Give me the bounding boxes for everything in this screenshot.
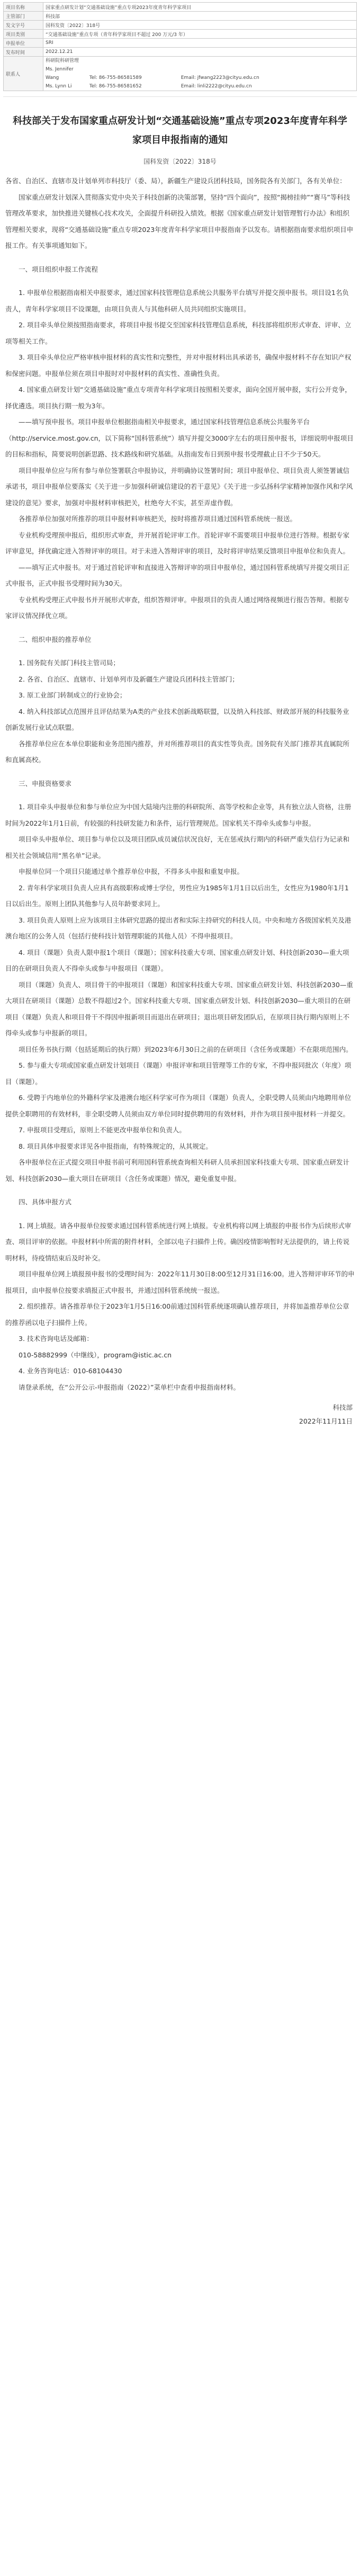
body-paragraph: 1. 网上填报。请各申报单位按要求通过国科管系统进行网上填报。专业机构将以网上填报的申报书作为后续形式审查、项目评审的依据。申报材料中所需的附件材料，全部以电子扫描件上传。确因疫情影响暂时无法提供的，请上传说明材料，待疫情结束后及时补交。 (5, 1221, 352, 1262)
body-paragraph: 4. 项目（课题）负责人限申报1个项目（课题）；国家科技重大专项、国家重点研发计划、科技创新2030—重大项目的在研项目负责人不得牵头或参与申报项目（课题）。 (5, 948, 349, 972)
body-paragraph: 项目申报单位应与所有参与单位签署联合申报协议，并明确协议签署时间；项目申报单位、项目负责人须签署诚信承诺书，项目申报单位要落实《关于进一步加强科研诚信建设的若干意见》《关于进一步弘扬科学家精神加强作风和学风建设的意见》要求，加强对申报材料审核把关，杜绝夸大不实，甚至弄虚作假。 (5, 466, 353, 507)
body-paragraph: 项目（课题）负责人、项目骨干的申报项目（课题）和国家科技重大专项、国家重点研发计划、科技创新2030—重大项目在研项目（课题）总数不得超过2个。国家科技重大专项、国家重点研发计划、科技创新2030—重大项目的在研项目（课题）负责人和项目骨干不得因申报新项目而退出在研项目；退出项目研发团队后，在原项目执行期内原则上不得牵头或参与申报新的项目。 (5, 980, 353, 1037)
section-heading: 一、项目组织申报工作流程 (19, 265, 98, 273)
signature-block (3, 1401, 357, 1428)
body-paragraph: 7. 申报项目受理后，原则上不能更改申报单位和负责人。 (19, 1126, 186, 1134)
divider (3, 96, 357, 97)
body-paragraph: 010-58882999（中继线），program@istic.ac.cn (19, 1350, 172, 1359)
body-paragraph: 5. 参与重大专项或国家重点研发计划项目（课题）申报评审和项目管理等工作的专家，不得申报同批次（年度）项目（课题）。 (5, 1061, 352, 1086)
body-paragraph: 4. 纳入科技部试点范围并且评估结果为A类的产业技术创新战略联盟，以及纳入科技部、财政部开展的科技服务业创新发展行业试点联盟。 (5, 707, 349, 731)
contact-email-link[interactable]: Email: jfwang2223@cityu.edu.cn (181, 75, 259, 80)
section-heading: 二、组织申报的推荐单位 (19, 635, 92, 643)
info-value: 科技部 (43, 12, 357, 21)
contact-name: Ms. Jennifer Wang (46, 67, 74, 80)
contact-email-link[interactable]: Email: linli2222@cityu.edu.cn (181, 84, 252, 89)
info-value: SRI (43, 39, 357, 48)
body-paragraph: 6. 受聘于内地单位的外籍科学家及港澳台地区科学家可作为项目（课题）负责人，全职受聘人员须由内地聘用单位提供全职聘用的有效材料，非全职受聘人员须由双方单位同时提供聘用的有效材料，并作为项目预申报材料一并提交。 (5, 1094, 352, 1118)
body-paragraph: 申报单位同一个项目只能通过单个推荐单位申报，不得多头申报和重复申报。 (19, 867, 244, 875)
section-heading: 三、申报资格要求 (19, 779, 72, 788)
project-info-table (3, 2, 357, 91)
section-heading: 四、具体申报方式 (19, 1198, 72, 1206)
info-row (4, 21, 357, 30)
body-paragraph: 4. 国家重点研发计划“交通基础设施”重点专项青年科学家项目按照相关要求，面向全国开展申报，实行公开竞争，择优遴选。项目执行期一般为3年。 (5, 386, 352, 410)
notice-body (3, 173, 357, 1396)
document-number: 国科发资〔2022〕318号 (143, 158, 217, 165)
info-row (4, 48, 357, 57)
body-paragraph: 项目任务书执行期（包括延期后的执行期）到2023年6月30日之前的在研项目（含任务或课题）不在限项范围内。 (19, 1045, 353, 1053)
info-label: 主管部门 (4, 12, 43, 21)
body-paragraph: 2. 青年科学家项目负责人应具有高级职称或博士学位，男性应为1985年1月1日以后出生，女性应为1980年1月1日以后出生。原则上团队其他参与人员年龄要求同上。 (5, 883, 349, 908)
body-paragraph: 3. 项目负责人原则上应为该项目主体研究思路的提出者和实际主持研究的科技人员。中央和地方各级国家机关及港澳台地区的公务人员（包括行使科技计划管理职能的其他人员）不得申报项目。 (5, 916, 352, 940)
info-value: 国科发资〔2022〕318号 (43, 21, 357, 30)
body-paragraph: 项目牵头申报单位、项目参与单位以及项目团队成员诚信状况良好，无在惩戒执行期内的科研严重失信行为记录和相关社会领域信用“黑名单”记录。 (5, 835, 350, 860)
issue-date: 2022年11月11日 (299, 1417, 353, 1425)
body-paragraph: 1. 申报单位根据指南相关申报要求，通过国家科技管理信息系统公共服务平台填写并提交预申报书。项目设1名负责人，青年科学家项目不设课题，由项目负责人与其他科研人员共同组织实施项目。 (5, 289, 349, 313)
body-paragraph: 各申报单位在正式提交项目申报书前可利用国科管系统查询相关科研人员承担国家科技重大专项、国家重点研发计划、科技创新2030—重大项目在研项目（含任务或课题）情况，避免重复申报。 (5, 1158, 350, 1183)
body-paragraph: 2. 组织推荐。请各推荐单位于2023年1月5日16:00前通过国科管系统逐项确认推荐项目，并将加盖推荐单位公章的推荐函以电子扫描件上传。 (5, 1302, 349, 1327)
body-paragraph: 2. 各省、自治区、直辖市、计划单列市及新疆生产建设兵团科技主管部门； (19, 675, 239, 683)
contact-name: Ms. Lynn Li (46, 84, 72, 89)
body-paragraph: 1. 项目牵头申报单位和参与单位应为中国大陆境内注册的科研院所、高等学校和企业等，具有独立法人资格，注册时间为2022年1月1日前，有较强的科技研发能力和条件，运行管理规范。国家机关不得牵头或参与申报。 (5, 803, 352, 827)
contact-label: 联系人 (4, 57, 43, 91)
issuing-org: 科技部 (332, 1403, 353, 1411)
body-paragraph: 专业机构受理预申报后，组织形式审查，并开展首轮评审工作。首轮评审不需要项目申报单位进行答辩。根据专家评审意见，择优确定进入答辩评审的项目。对于未进入答辩评审的项目，及时将评审结果反馈项目申报单位和负责人。 (5, 531, 350, 555)
project-info-rows (4, 3, 357, 57)
body-paragraph: 各省、自治区、直辖市及计划单列市科技厅（委、局），新疆生产建设兵团科技局，国务院各有关部门，各有关单位： (5, 177, 346, 185)
body-paragraph: ——填写预申报书。项目申报单位根据指南相关申报要求，通过国家科技管理信息系统公共服务平台（http://service.most.gov.cn，以下简称“国科管系统”）填写并提交3000字左右的项目预申报书，详细说明申报项目的目标和指标，简要说明创新思路、技术路线和研究基础。从指南发布日到预申报书受理截止日不少于50天。 (5, 418, 354, 458)
body-paragraph: 各推荐单位应在本单位职能和业务范围内推荐，并对所推荐项目的真实性等负责。国务院有关部门推荐其直属院所和直属高校。 (5, 739, 350, 764)
contact-tel: Tel: 86-755-86581589 (89, 75, 142, 80)
body-paragraph: 专业机构受理正式申报书并开展形式审查，组织答辩评审。申报项目的负责人通过网络视频进行报告答辩。根据专家评议情况择优立项。 (5, 595, 350, 620)
notice-title: 科技部关于发布国家重点研发计划“交通基础设施”重点专项2023年度青年科学家项目申报指南的通知 (13, 115, 347, 146)
body-paragraph: 3. 原工业部门转制成立的行业协会； (19, 691, 127, 699)
info-label: 发文字号 (4, 21, 43, 30)
info-value: 国家重点研发计划“交通基础设施”重点专项2023年度青年科学家项目 (43, 3, 357, 12)
info-label: 申报单位 (4, 39, 43, 48)
contact-1 (46, 65, 354, 82)
info-label: 项目名称 (4, 3, 43, 12)
body-paragraph: 各推荐单位加强对所推荐的项目申报材料审核把关，按时将推荐项目通过国科管系统统一报送。 (19, 515, 297, 523)
info-value: 2022.12.21 (43, 48, 357, 57)
info-row (4, 30, 357, 39)
body-paragraph: ——填写正式申报书。对于通过首轮评审和直接进入答辩评审的项目申报单位，通过国科管系统填写并提交项目正式申报书，正式申报书受理时间为30天。 (5, 563, 350, 587)
body-paragraph: 1. 国务院有关部门科技主管司局； (19, 659, 120, 667)
contact-cell (43, 57, 357, 91)
body-paragraph: 项目申报单位网上填报预申报书的受理时间为：2022年11月30日8:00至12月31日16:00。进入答辩评审环节的申报项目，由申报单位按要求填报正式申报书，并通过国科管系统统一报送。 (5, 1270, 355, 1294)
info-value: “交通基础设施”重点专项（青年科学家项目不超过 200 万元/3 年） (43, 30, 357, 39)
info-label: 项目类别 (4, 30, 43, 39)
contact-row (4, 57, 357, 91)
body-paragraph: 3. 技术咨询电话及邮箱： (19, 1335, 93, 1343)
info-row (4, 39, 357, 48)
body-paragraph: 4. 业务咨询电话：010-68104430 (19, 1367, 122, 1375)
body-paragraph: 请登录系统，在“公开公示-申报指南（2022）”菜单栏中查看申报指南材料。 (19, 1383, 240, 1391)
contact-2 (46, 82, 354, 91)
info-label: 发布时间 (4, 48, 43, 57)
body-paragraph: 3. 项目牵头单位应严格审核申报材料的真实性和完整性，并对申报材料出具承诺书，确保申报材料不存在知识产权和保密问题。申报单位须在项目申报时对申报材料的真实性、准确性负责。 (5, 353, 352, 378)
info-row (4, 3, 357, 12)
contact-tel: Tel: 86-755-86581652 (89, 84, 142, 89)
page (0, 2, 360, 2576)
body-paragraph: 国家重点研发计划深入贯彻落实党中央关于科技创新的决策部署，坚持“四个面向”，按照“揭榜挂帅”“赛马”等科技管理改革要求，加快推进关键核心技术攻关，全面提升科研投入绩效。根据《国家重点研发计划管理暂行办法》和组织管理相关要求，现将“交通基础设施”重点专项2023年度青年科学家项目申报指南予以发布。请根据指南要求组织项目申报工作。有关事项通知如下。 (5, 193, 354, 249)
body-paragraph: 8. 项目具体申报要求详见各申报指南，有特殊规定的，从其规定。 (19, 1142, 212, 1150)
info-row (4, 12, 357, 21)
body-paragraph: 2. 项目牵头单位须按照指南要求，将项目申报书提交至国家科技管理信息系统，科技部将组织形式审查、评审、立项等相关工作。 (5, 321, 352, 345)
contact-office: 科研院科研管理 (46, 58, 79, 64)
